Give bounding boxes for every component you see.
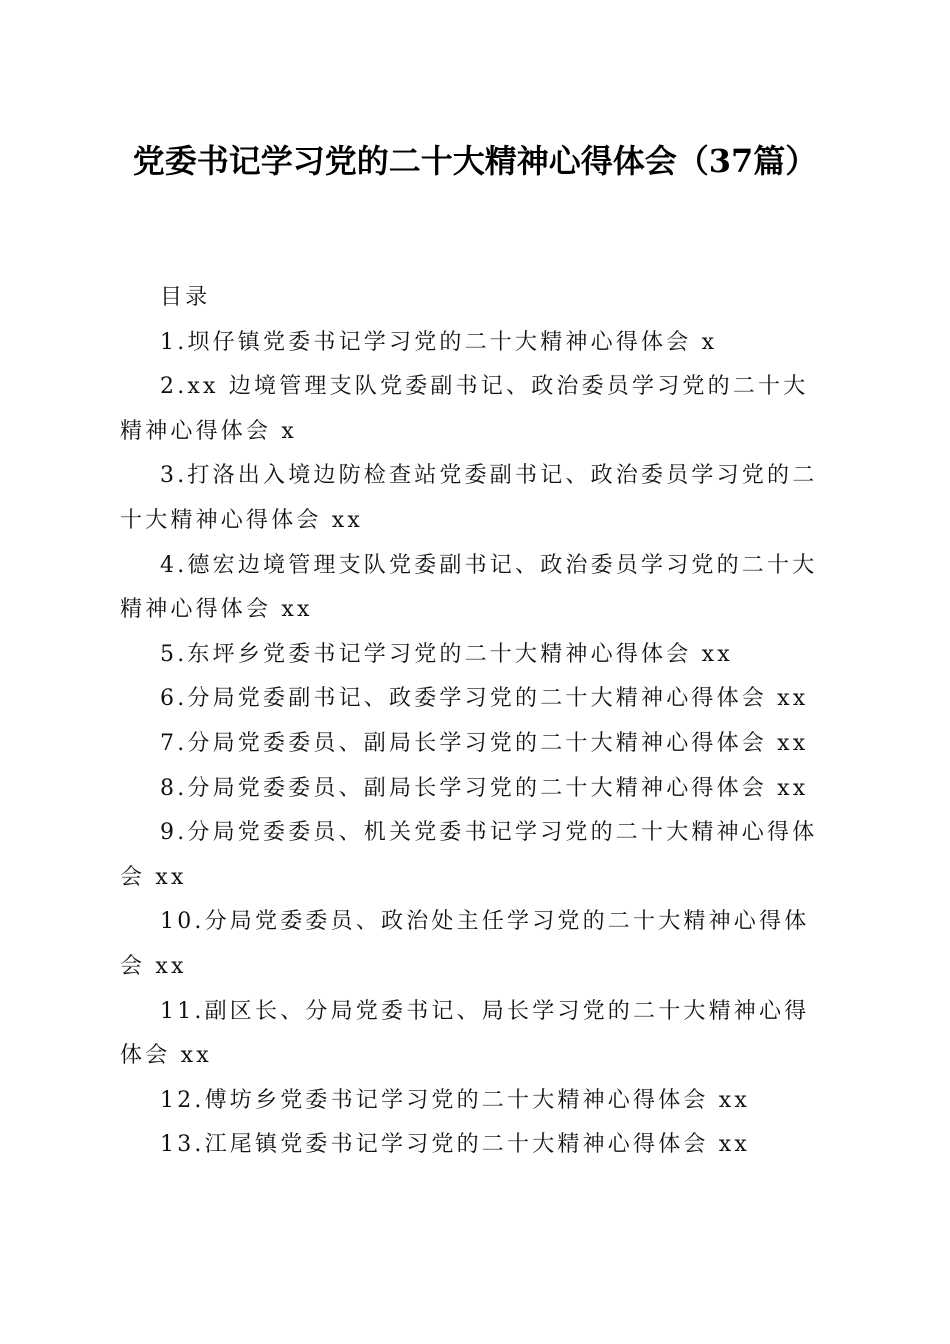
toc-item: 13.江尾镇党委书记学习党的二十大精神心得体会 xx	[160, 1132, 750, 1158]
toc-item: 1.坝仔镇党委书记学习党的二十大精神心得体会 x	[160, 329, 718, 355]
toc-item: 5.东坪乡党委书记学习党的二十大精神心得体会 xx	[160, 641, 733, 667]
toc-item: 11.副区长、分局党委书记、局长学习党的二十大精神心得体会 xx	[120, 998, 810, 1069]
toc-item: 6.分局党委副书记、政委学习党的二十大精神心得体会 xx	[160, 686, 809, 712]
toc-item: 7.分局党委委员、副局长学习党的二十大精神心得体会 xx	[160, 730, 809, 756]
toc-item: 12.傅坊乡党委书记学习党的二十大精神心得体会 xx	[160, 1087, 750, 1113]
toc-item: 8.分局党委委员、副局长学习党的二十大精神心得体会 xx	[160, 775, 809, 801]
toc-item: 4.德宏边境管理支队党委副书记、政治委员学习党的二十大精神心得体会 xx	[120, 552, 818, 623]
toc-item: 10.分局党委委员、政治处主任学习党的二十大精神心得体会 xx	[120, 909, 810, 979]
toc-item: 2.xx 边境管理支队党委副书记、政治委员学习党的二十大精神心得体会 x	[120, 374, 809, 444]
document-title: 党委书记学习党的二十大精神心得体会（37篇）	[132, 142, 818, 180]
toc-item: 3.打洛出入境边防检查站党委副书记、政治委员学习党的二十大精神心得体会 xx	[120, 463, 818, 533]
toc-item: 9.分局党委委员、机关党委书记学习党的二十大精神心得体会 xx	[120, 820, 818, 890]
table-of-contents	[120, 276, 825, 1168]
toc-heading: 目录	[160, 285, 211, 310]
